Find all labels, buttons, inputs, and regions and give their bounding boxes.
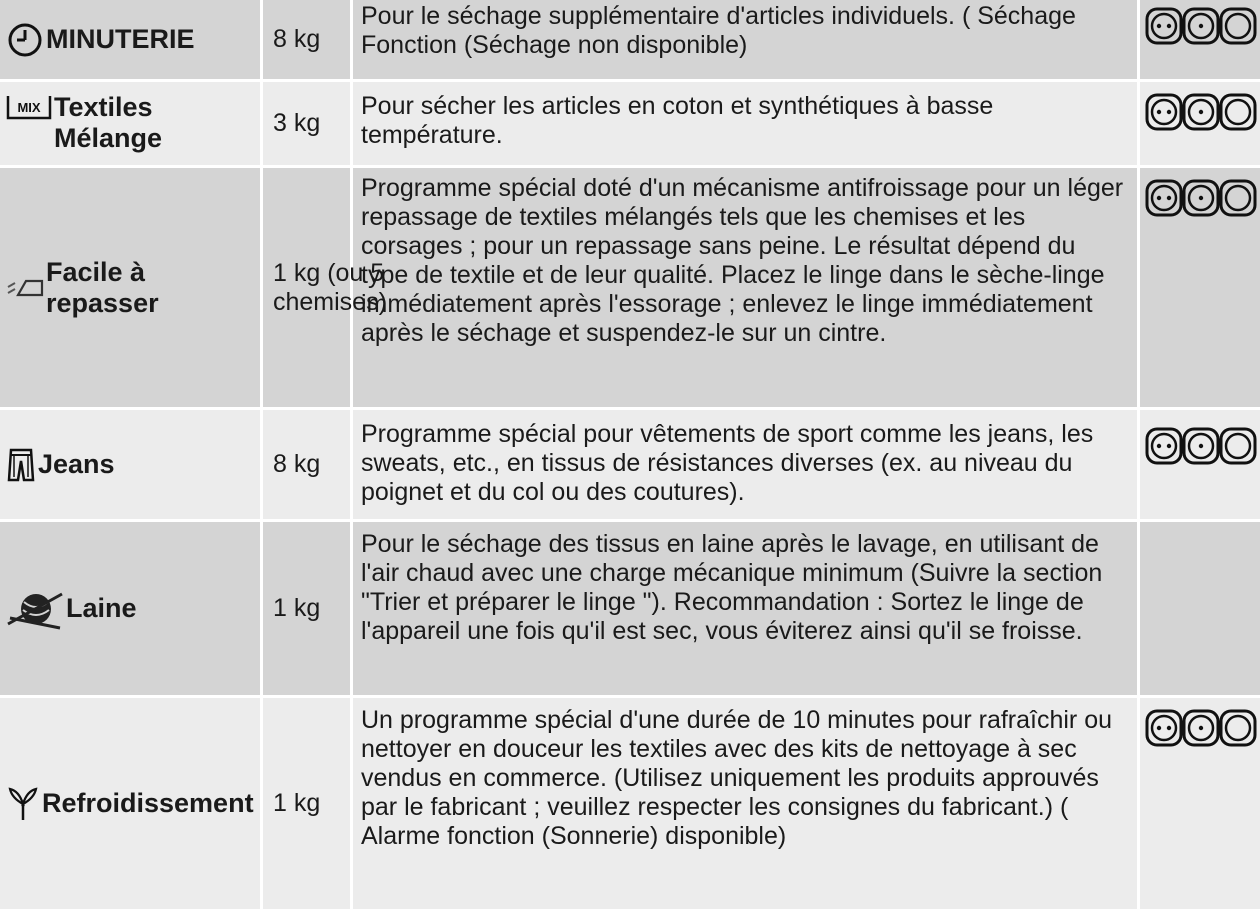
program-description: Pour le séchage supplémentaire d'articles individuels. ( Séchage Fonction (Séchage non disponible) xyxy=(353,0,1140,79)
table-row xyxy=(0,168,1260,410)
mix-icon xyxy=(6,92,52,122)
dryness-indicator-cell xyxy=(1140,168,1260,407)
program-description: Programme spécial doté d'un mécanisme antifroissage pour un léger repassage de textiles mélangés tels que les chemises et les corsages ; pour un repassage sans peine. Le résultat dépend du type de textile et de leur qualité. Placez le linge dans le sèche-linge immédiatement après l'essorage ; enlevez le linge immédiatement après le séchage et suspendez-le sur un cintre. xyxy=(353,168,1140,407)
table-row xyxy=(0,410,1260,522)
program-name-cell xyxy=(0,698,263,909)
dryness-indicator-icon xyxy=(1144,6,1260,51)
table-row xyxy=(0,0,1260,82)
dryness-indicator-cell xyxy=(1140,82,1260,165)
program-name-cell xyxy=(0,168,263,407)
program-name: Textiles Mélange xyxy=(54,92,163,153)
dryness-indicator-cell xyxy=(1140,410,1260,519)
table-row xyxy=(0,698,1260,909)
program-description: Pour sécher les articles en coton et synthétiques à basse température. xyxy=(353,82,1140,165)
table-row xyxy=(0,522,1260,698)
program-name-cell xyxy=(0,522,263,695)
program-name: Facile à repasser xyxy=(46,256,159,318)
program-name: MINUTERIE xyxy=(46,24,195,54)
dryness-indicator-cell xyxy=(1140,0,1260,79)
program-name-cell xyxy=(0,0,263,79)
program-load: 8 kg xyxy=(263,0,353,79)
program-load: 1 kg xyxy=(263,698,353,909)
program-description: Pour le séchage des tissus en laine après le lavage, en utilisant de l'air chaud avec une charge mécanique minimum (Suivre la section "Trier et préparer le linge "). Recommandation : Sortez le linge de l'appareil une fois qu'il est sec, vous éviterez ainsi qu'il se froisse. xyxy=(353,522,1140,695)
dryness-indicator-icon xyxy=(1144,178,1260,223)
program-load: 1 kg xyxy=(263,522,353,695)
wool-icon xyxy=(6,588,64,630)
timer-icon xyxy=(6,21,44,59)
table-row xyxy=(0,82,1260,168)
dryness-indicator-icon xyxy=(1144,426,1260,471)
iron-icon xyxy=(6,275,44,301)
program-description: Programme spécial pour vêtements de sport comme les jeans, les sweats, etc., en tissus de résistances diverses (ex. au niveau du poignet et du col ou des coutures). xyxy=(353,410,1140,519)
jeans-icon xyxy=(6,447,36,483)
program-load: 1 kg (ou 5 chemises) xyxy=(263,168,353,407)
program-description: Un programme spécial d'une durée de 10 minutes pour rafraîchir ou nettoyer en douceur les textiles avec des kits de nettoyage à sec vendus en commerce. (Utilisez uniquement les produits approuvés par le fabricant ; veuillez respecter les consignes du fabricant.) ( Alarme fonction (Sonnerie) disponible) xyxy=(353,698,1140,909)
program-name: Jeans xyxy=(38,449,115,479)
program-name-cell xyxy=(0,82,263,165)
dryness-indicator-cell xyxy=(1140,522,1260,695)
dryness-indicator-icon xyxy=(1144,92,1260,137)
program-load: 3 kg xyxy=(263,82,353,165)
svg-text:MIX: MIX xyxy=(17,100,41,115)
program-name-cell xyxy=(0,410,263,519)
program-name: Laine xyxy=(66,593,137,623)
program-load: 8 kg xyxy=(263,410,353,519)
dryness-indicator-icon xyxy=(1144,708,1260,753)
cooling-icon xyxy=(6,786,40,822)
program-name: Refroidissement xyxy=(42,788,254,818)
dryness-indicator-cell xyxy=(1140,698,1260,909)
